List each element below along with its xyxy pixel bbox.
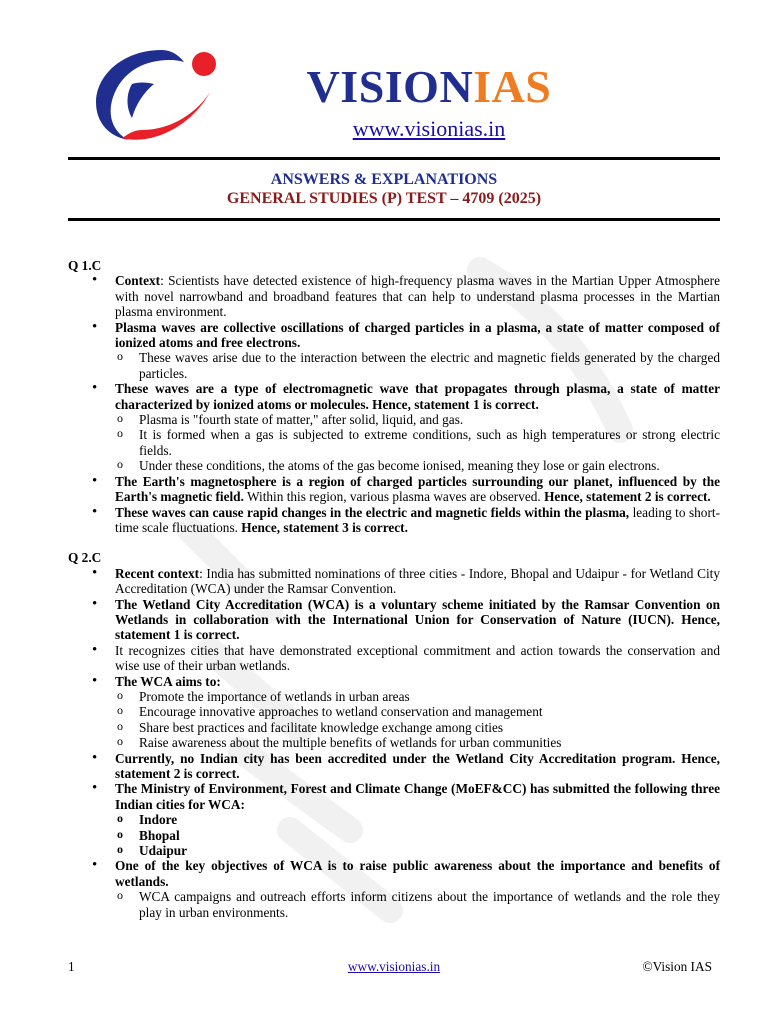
list-item: • One of the key objectives of WCA is to raise public awareness about the importance and benefits of wetlands. o WCA campaigns and outreach efforts inform citizens about the importance of wetlands and the role they play in urban environments. (68, 858, 720, 920)
header-divider-bottom (68, 218, 720, 221)
sub-list-item: o Indore (115, 812, 720, 827)
header-website-link[interactable]: www.visionias.in (352, 116, 506, 141)
sub-list-item: o Encourage innovative approaches to wetland conservation and management (115, 704, 720, 719)
sub-list-item: o Under these conditions, the atoms of the gas become ionised, meaning they lose or gain electrons. (115, 458, 720, 473)
list-item: • The Ministry of Environment, Forest and Climate Change (MoEF&CC) has submitted the following three Indian cities for WCA: o Indore o Bhopal o Udaipur (68, 781, 720, 858)
question-label: Q 2.C (68, 550, 102, 566)
page-number: 1 (68, 959, 75, 974)
page-header (0, 0, 768, 150)
document-title-block (0, 170, 768, 208)
sub-list-item: o It is formed when a gas is subjected to extreme conditions, such as high temperatures or strong electric fields. (115, 427, 720, 458)
list-item: • It recognizes cities that have demonstrated exceptional commitment and action towards the conservation and wise use of their urban wetlands. (68, 643, 720, 674)
answers-content (68, 258, 720, 920)
sub-list-item: o Plasma is "fourth state of matter," after solid, liquid, and gas. (115, 412, 720, 427)
list-item: • Currently, no Indian city has been accredited under the Wetland City Accreditation program. Hence, statement 2 is correct. (68, 751, 720, 782)
q1-explanation-list (68, 273, 720, 535)
footer-website-link[interactable]: www.visionias.in (347, 959, 441, 974)
copyright-notice: ©Vision IAS (642, 959, 712, 974)
document-title: ANSWERS & EXPLANATIONS (270, 171, 498, 188)
list-item: • The Wetland City Accreditation (WCA) is a voluntary scheme initiated by the Ramsar Convention on Wetlands in collaboration with the International Union for Conservation of Nature (IUCN). Hence, statement 1 is correct. (68, 597, 720, 643)
header-divider-top (68, 157, 720, 160)
question-label: Q 1.C (68, 258, 102, 273)
sub-list-item: o Bhopal (115, 828, 720, 843)
sub-list-item: o Udaipur (115, 843, 720, 858)
sub-list-item: o Promote the importance of wetlands in urban areas (115, 689, 720, 704)
list-item: • Context: Scientists have detected existence of high-frequency plasma waves in the Martian Upper Atmosphere with novel narrowband and broadband features that can help to understand plasma processes in the Martian plasma environment. (68, 273, 720, 319)
list-item: • These waves are a type of electromagnetic wave that propagates through plasma, a state of matter characterized by ionized atoms or molecules. Hence, statement 1 is correct. o Plasma is "fourth state of matter," after solid, liquid, and gas. o It is formed when a gas is subjected to extreme conditions, such as high temperatures or strong electric fields. o Under these conditions, the atoms of the gas become ionised, meaning they lose or gain electrons. (68, 381, 720, 473)
q2-explanation-list (68, 566, 720, 920)
list-item: • Recent context: India has submitted nominations of three cities - Indore, Bhopal and Udaipur - for Wetland City Accreditation (WCA) under the Ramsar Convention. (68, 566, 720, 597)
sub-list-item: o These waves arise due to the interaction between the electric and magnetic fields generated by the charged particles. (115, 350, 720, 381)
sub-list-item: o WCA campaigns and outreach efforts inform citizens about the importance of wetlands and the role they play in urban environments. (115, 889, 720, 920)
list-item: • The WCA aims to: o Promote the importance of wetlands in urban areas o Encourage innovative approaches to wetland conservation and management o Share best practices and facilitate knowledge exchange among cities o Raise awareness about the multiple benefits of wetlands for urban communities (68, 674, 720, 751)
sub-list-item: o Share best practices and facilitate knowledge exchange among cities (115, 720, 720, 735)
brand-name: VISIONIAS (306, 61, 552, 112)
list-item: • The Earth's magnetosphere is a region of charged particles surrounding our planet, influenced by the Earth's magnetic field. Within this region, various plasma waves are observed. Hence, statement 2 is correct. (68, 474, 720, 505)
list-item: • These waves can cause rapid changes in the electric and magnetic fields within the plasma, leading to short-time scale fluctuations. Hence, statement 3 is correct. (68, 505, 720, 536)
sub-list-item: o Raise awareness about the multiple benefits of wetlands for urban communities (115, 735, 720, 750)
document-subtitle: GENERAL STUDIES (P) TEST – 4709 (2025) (226, 190, 542, 207)
list-item: • Plasma waves are collective oscillations of charged particles in a plasma, a state of matter composed of ionized atoms and free electrons. o These waves arise due to the interaction between the electric and magnetic fields generated by the charged particles. (68, 320, 720, 382)
